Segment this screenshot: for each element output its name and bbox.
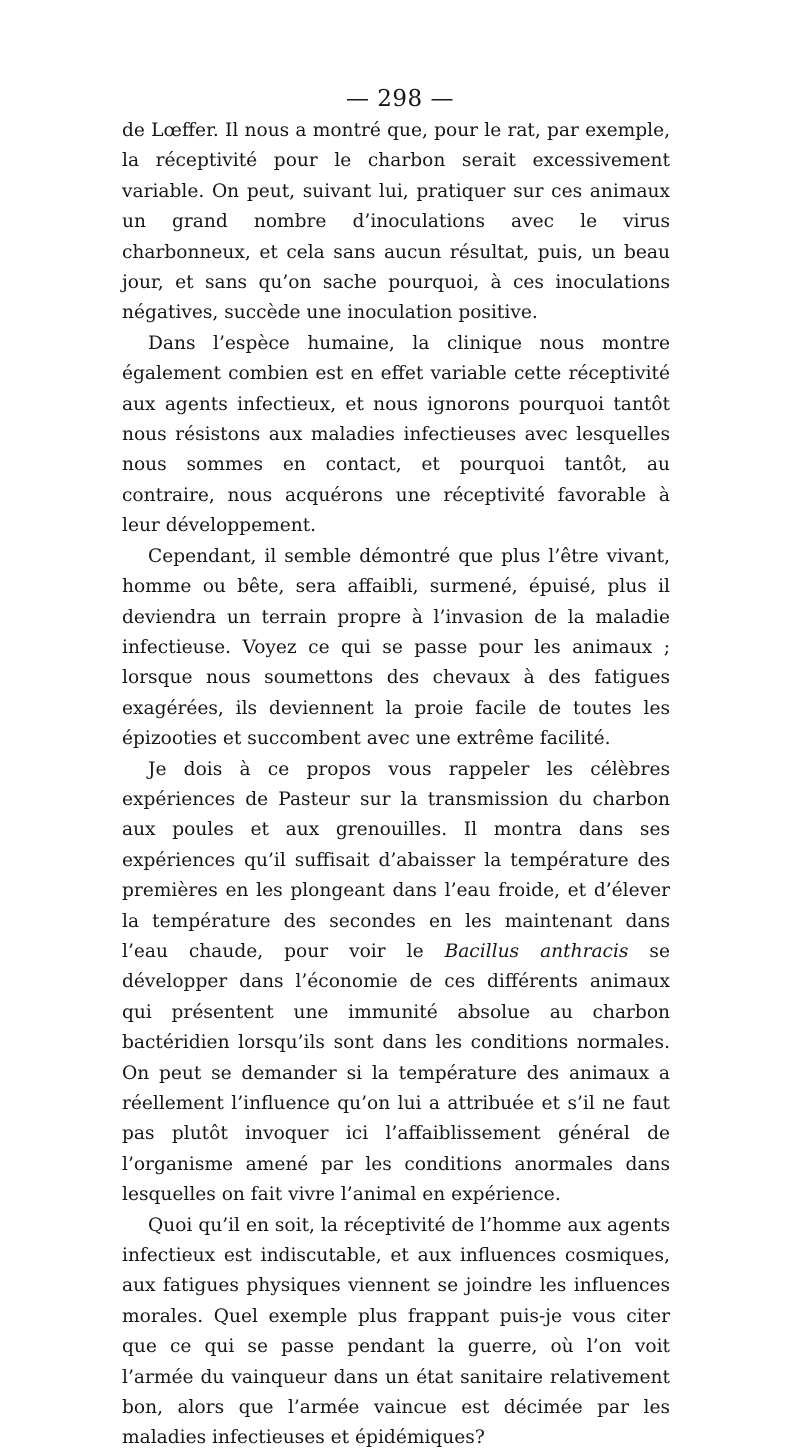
paragraph-4: [122, 755, 670, 1211]
species-name-italic: Bacillus anthracis: [444, 940, 629, 962]
paragraph-3: [122, 542, 670, 755]
paragraph-3-text: Cependant, il semble démontré que plus l’être vivant, homme ou bête, sera affaibli, surmené, épuisé, plus il deviendra un terrain propre à l’invasion de la maladie infectieuse. Voyez ce qui se passe pour les animaux ; lorsque nous soumettons des chevaux à des fatigues exagérées, ils deviennent la proie facile de toutes les épizooties et succombent avec une extrême facilité.: [122, 545, 670, 750]
paragraph-2-text: Dans l’espèce humaine, la clinique nous montre également combien est en effet variable cette réceptivité aux agents infectieux, et nous ignorons pourquoi tantôt nous résistons aux maladies infectieuses avec lesquelles nous sommes en contact, et pourquoi tantôt, au contraire, nous acquérons une réceptivité favorable à leur développement.: [122, 332, 670, 537]
paragraph-5: [122, 1211, 670, 1454]
paragraph-1: [122, 116, 670, 329]
paragraph-5-text: Quoi qu’il en soit, la réceptivité de l’homme aux agents infectieux est indiscutable, et aux influences cosmiques, aux fatigues physiques viennent se joindre les influences morales. Quel exemple plus frappant puis-je vous citer que ce qui se passe pendant la guerre, où l’on voit l’armée du vainqueur dans un état sanitaire relativement bon, alors que l’armée vaincue est décimée par les maladies infectieuses et épidémiques?: [122, 1214, 670, 1449]
page-number: — 298 —: [345, 86, 455, 112]
paragraph-2: [122, 329, 670, 542]
body-text: [122, 116, 670, 1454]
paragraph-1-text: de Lœffer. Il nous a montré que, pour le rat, par exemple, la réceptivité pour le charbon serait excessivement variable. On peut, suivant lui, pratiquer sur ces animaux un grand nombre d’inoculations avec le virus charbonneux, et cela sans aucun résultat, puis, un beau jour, et sans qu’on sache pourquoi, à ces inoculations négatives, succède une inoculation positive.: [122, 120, 670, 324]
paragraph-4-text-b: se développer dans l’économie de ces différents animaux qui présentent une immunité absolue au charbon bactéridien lorsqu’ils sont dans les conditions normales. On peut se demander si la température des animaux a réellement l’influence qu’on lui a attribuée et s’il ne faut pas plutôt invoquer ici l’affaiblissement général de l’organisme amené par les conditions anormales dans lesquelles on fait vivre l’animal en expérience.: [122, 940, 670, 1206]
paragraph-4-text-a: Je dois à ce propos vous rappeler les célèbres expériences de Pasteur sur la transmission du charbon aux poules et aux grenouilles. Il montra dans ses expériences qu’il suffisait d’abaisser la température des premières en les plongeant dans l’eau froide, et d’élever la température des secondes en les maintenant dans l’eau chaude, pour voir le: [122, 758, 670, 962]
